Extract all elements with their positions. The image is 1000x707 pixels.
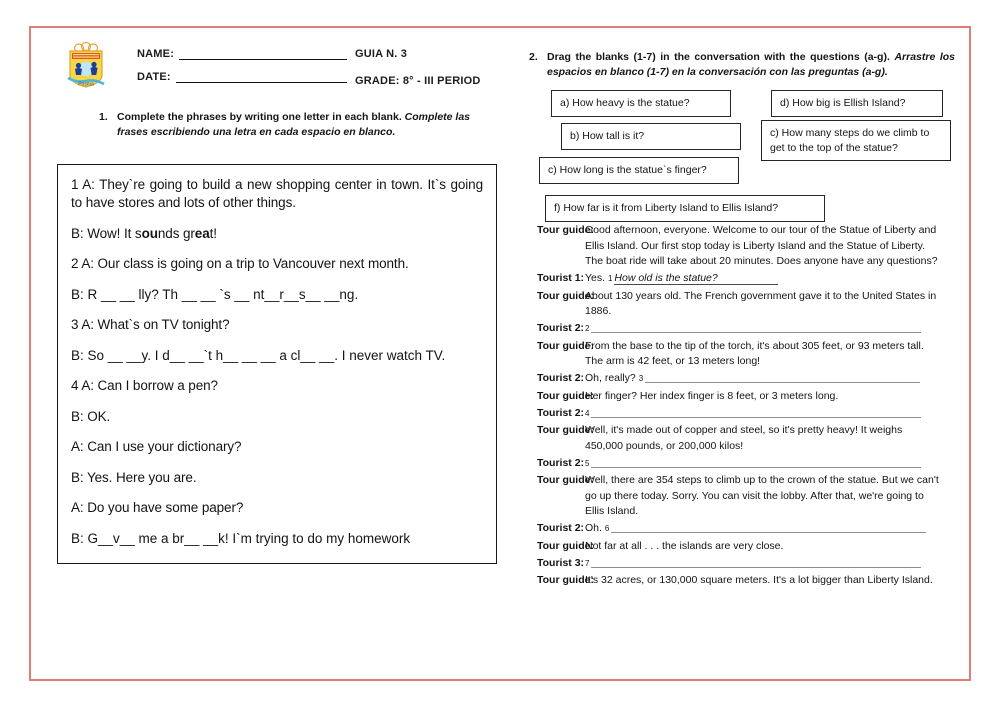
conversation-turn [523, 556, 943, 571]
task-1-number: 1. [99, 111, 108, 123]
speech-text [585, 456, 943, 471]
option-a[interactable]: a) How heavy is the statue? [551, 90, 731, 116]
speech-text [585, 321, 943, 336]
speech-text: It's 32 acres, or 130,000 square meters. It's a lot bigger than Liberty Island. [585, 574, 933, 587]
task-2-instruction [523, 50, 955, 80]
speech-text: Good afternoon, everyone. Welcome to our tour of the Statue of Liberty and Ellis Island. Our first stop today is Liberty Island and the Statue of Liberty. The boat ride will take about 20 minutes. Does anyone have any questions? [585, 224, 938, 268]
blank-number: 5 [585, 459, 590, 469]
exercise-line: 1 A: They`re going to build a new shopping center in town. It`s going to have stores and lots of other things. [71, 177, 483, 210]
speech-text: Well, it's made out of copper and steel, so it's pretty heavy! It weighs 450,000 pounds, or 200,000 kilos! [585, 424, 903, 452]
exercise-line: 3 A: What`s on TV tonight? [71, 317, 230, 333]
answer-blank-1[interactable]: How old is the statue? [614, 272, 777, 285]
conversation-turn [523, 289, 943, 320]
conversation-turn [523, 339, 943, 370]
option-f[interactable]: f) How far is it from Liberty Island to Ellis Island? [545, 195, 825, 221]
speaker-label: Tourist 2: [537, 522, 585, 535]
task-2-text: Drag the blanks (1-7) in the conversation with the questions (a-g). Arrastre los espacios en blanco (1-7) en la conversación con las preguntas (a-g). [547, 51, 955, 79]
answer-blank-2[interactable] [591, 321, 921, 333]
name-input-line[interactable] [179, 50, 347, 60]
conversation-turn [523, 423, 943, 454]
exercise-1-box [57, 164, 497, 563]
conversation-turn [523, 473, 943, 519]
answer-blank-3[interactable] [645, 371, 920, 383]
speaker-label: Tour guide: [537, 574, 594, 587]
speaker-label: Tourist 2: [537, 407, 585, 420]
date-input-line[interactable] [176, 73, 347, 83]
exercise-line-blanks[interactable]: B: R __ __ lly? Th __ __ `s __ nt__r__s__ __ng. [71, 286, 359, 302]
option-d[interactable]: d) How big is Ellish Island? [771, 90, 943, 116]
school-crest-icon [65, 42, 107, 90]
speaker-label: Tour guide: [537, 474, 594, 487]
answer-blank-4[interactable] [591, 406, 921, 418]
speaker-label: Tour guide: [537, 389, 594, 402]
speech-text: Not far at all . . . the islands are very close. [585, 539, 784, 552]
conversation-turn [523, 456, 943, 471]
conversation-turn [523, 321, 943, 336]
blank-number: 1 [607, 274, 613, 284]
worksheet-header [49, 34, 519, 104]
right-column [523, 50, 955, 591]
exercise-line: A: Do you have some paper? [71, 500, 244, 516]
speaker-label: Tourist 2: [537, 457, 585, 470]
conversation-turn [523, 539, 943, 554]
option-b[interactable]: b) How tall is it? [561, 123, 741, 149]
guide-number: GUIA N. 3 [355, 48, 408, 60]
speech-text [585, 406, 943, 421]
blank-number: 6 [604, 524, 610, 534]
exercise-line: 4 A: Can I borrow a pen? [71, 378, 218, 394]
conversation-turn [523, 573, 943, 588]
svg-text:Prisma: Prisma [78, 81, 94, 88]
exercise-line: A: Can I use your dictionary? [71, 439, 242, 455]
conversation-transcript [523, 223, 943, 588]
student-id-block [137, 48, 347, 94]
task-1-instruction [93, 110, 493, 140]
conversation-turn [523, 521, 943, 536]
exercise-line: B: Wow! It sounds great! [71, 225, 217, 241]
exercise-line-blanks[interactable]: B: G__v__ me a br__ __k! I`m trying to do my homework [71, 531, 411, 546]
conversation-turn [523, 371, 943, 386]
speech-text: Her finger? Her index finger is 8 feet, or 3 meters long. [585, 389, 839, 402]
exercise-line: B: OK. [71, 408, 111, 424]
conversation-turn [523, 389, 943, 404]
task-2-number: 2. [529, 51, 538, 63]
task-1-text: Complete the phrases by writing one letter in each blank. Complete las frases escribiendo una letra en cada espacio en blanco. [117, 111, 471, 139]
blank-number: 3 [638, 374, 644, 384]
conversation-turn [523, 406, 943, 421]
blank-number: 7 [585, 559, 590, 568]
speech-text: Well, there are 354 steps to climb up to the crown of the statue. But we can't go up there today. Sorry. You can visit the lobby. After that, we're going to Ellis Island. [585, 474, 939, 518]
speaker-label: Tour guide: [537, 339, 594, 352]
speaker-label: Tourist 1: [537, 272, 585, 285]
date-label: DATE: [137, 71, 171, 83]
speech-text: Oh. 6 [585, 521, 943, 536]
left-column [49, 34, 519, 564]
speaker-label: Tour guide: [537, 539, 594, 552]
speech-text: About 130 years old. The French government gave it to the United States in 1886. [585, 289, 937, 318]
blank-number: 4 [585, 409, 590, 419]
exercise-line: B: Yes. Here you are. [71, 469, 197, 485]
worksheet-page [29, 26, 971, 681]
worksheet-meta [355, 48, 481, 102]
option-e[interactable]: c) How many steps do we climb to get to the top of the statue? [761, 120, 951, 160]
speaker-label: Tourist 2: [537, 372, 585, 385]
exercise-line: 2 A: Our class is going on a trip to Vancouver next month. [71, 256, 409, 272]
speaker-label: Tour guide: [537, 224, 594, 237]
grade-period: GRADE: 8° - III PERIOD [355, 75, 481, 87]
blank-number: 2 [585, 324, 590, 334]
date-row [137, 71, 347, 83]
answer-blank-6[interactable] [611, 521, 926, 533]
name-row [137, 48, 347, 60]
answer-blank-7[interactable] [591, 556, 921, 568]
speaker-label: Tour guide: [537, 289, 594, 302]
speech-text: Oh, really? 3 [585, 371, 943, 386]
speech-text: From the base to the tip of the torch, it's about 305 feet, or 93 meters tall. The arm is 42 feet, or 13 meters long! [585, 339, 924, 368]
conversation-turn [523, 223, 943, 269]
speech-text [585, 556, 943, 571]
exercise-line-blanks[interactable]: B: So __ __y. I d__ __`t h__ __ __ a cl__ __. I never watch TV. [71, 347, 446, 363]
conversation-turn [523, 271, 943, 286]
speaker-label: Tour guide: [537, 424, 594, 437]
name-label: NAME: [137, 48, 175, 60]
speaker-label: Tourist 3: [537, 557, 585, 569]
speaker-label: Tourist 2: [537, 322, 585, 335]
speech-text: Yes. 1 How old is the statue? [585, 271, 943, 286]
answer-blank-5[interactable] [591, 456, 921, 468]
question-options [523, 90, 955, 213]
option-c[interactable]: c) How long is the statue`s finger? [539, 157, 739, 183]
